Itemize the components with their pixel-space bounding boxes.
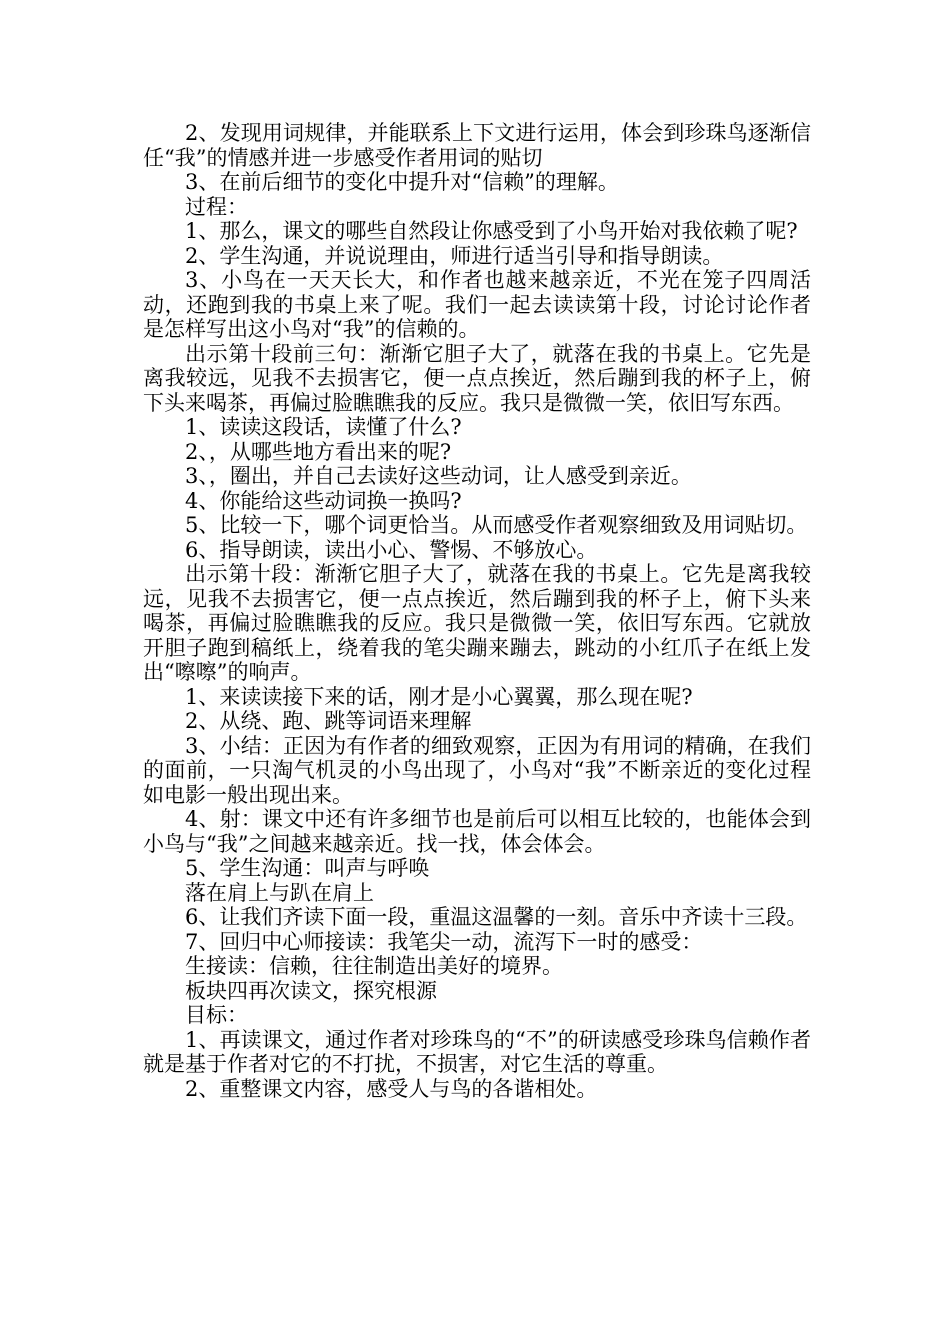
document-body	[143, 121, 811, 1101]
paragraph: 1、再读课文，通过作者对珍珠鸟的“不”的研读感受珍珠鸟信赖作者就是基于作者对它的不打扰，不损害，对它生活的尊重。	[143, 1027, 811, 1076]
section-heading: 板块四再次读文，探究根源	[185, 978, 437, 1003]
paragraph: 3、小结：正因为有作者的细致观察，正因为有用词的精确，在我们的面前，一只淘气机灵的小鸟出现了，小鸟对“我”不断亲近的变化过程如电影一般出现出来。	[143, 733, 811, 807]
paragraph: 2、重整课文内容，感受人与鸟的各谐相处。	[185, 1076, 598, 1101]
paragraph: 4、射：课文中还有许多细节也是前后可以相互比较的，也能体会到小鸟与“我”之间越来越亲近。找一找，体会体会。	[143, 807, 811, 856]
paragraph: 2、从绕、跑、跳等词语来理解	[185, 709, 472, 733]
paragraph: 1、那么，课文的哪些自然段让你感受到了小鸟开始对我依赖了呢?	[185, 219, 798, 243]
paragraph: 落在肩上与趴在肩上	[185, 880, 374, 905]
paragraph: 3、在前后细节的变化中提升对“信赖”的理解。	[185, 170, 619, 194]
quoted-passage: 出示第十段：渐渐它胆子大了，就落在我的书桌上。它先是离我较远，见我不去损害它，便一点点挨近，然后蹦到我的杯子上，俯下头来喝茶，再偏过脸瞧瞧我的反应。我只是微微一笑，依旧写东西。它就放开胆子跑到稿纸上，绕着我的笔尖蹦来蹦去，跳动的小红爪子在纸上发出“嚓嚓”的响声。	[143, 562, 811, 684]
paragraph: 2、，从哪些地方看出来的呢?	[185, 439, 452, 464]
paragraph: 6、让我们齐读下面一段，重温这温馨的一刻。音乐中齐读十三段。	[185, 905, 808, 929]
paragraph: 3、，圈出，并自己去读好这些动词，让人感受到亲近。	[185, 464, 692, 488]
paragraph: 5、学生沟通：叫声与呼唤	[185, 856, 430, 880]
paragraph: 2、发现用词规律，并能联系上下文进行运用，体会到珍珠鸟逐渐信任“我”的情感并进一步感受作者用词的贴切	[143, 121, 811, 170]
quoted-passage: 出示第十段前三句：渐渐它胆子大了，就落在我的书桌上。它先是离我较远，见我不去损害它，便一点点挨近，然后蹦到我的杯子上，俯下头来喝茶，再偏过脸瞧瞧我的反应。我只是微微一笑，依旧写东西。	[143, 341, 811, 415]
paragraph: 1、读读这段话，读懂了什么?	[185, 415, 462, 439]
section-heading: 目标：	[185, 1003, 248, 1027]
paragraph: 2、学生沟通，并说说理由，师进行适当引导和指导朗读。	[185, 243, 724, 268]
paragraph: 生接读：信赖，往往制造出美好的境界。	[185, 954, 563, 978]
paragraph: 5、比较一下，哪个词更恰当。从而感受作者观察细致及用词贴切。	[185, 513, 808, 537]
paragraph: 3、小鸟在一天天长大，和作者也越来越亲近，不光在笼子四周活动，还跑到我的书桌上来了呢。我们一起去读读第十段，讨论讨论作者是怎样写出这小鸟对“我”的信赖的。	[143, 268, 811, 341]
paragraph: 1、来读读接下来的话，刚才是小心翼翼，那么现在呢?	[185, 684, 693, 709]
paragraph: 7、回归中心师接读：我笔尖一动，流泻下一时的感受：	[185, 929, 703, 954]
paragraph: 6、指导朗读，读出小心、警惕、不够放心。	[185, 537, 598, 562]
section-heading: 过程：	[185, 194, 248, 219]
paragraph: 4、你能给这些动词换一换吗?	[185, 488, 462, 513]
